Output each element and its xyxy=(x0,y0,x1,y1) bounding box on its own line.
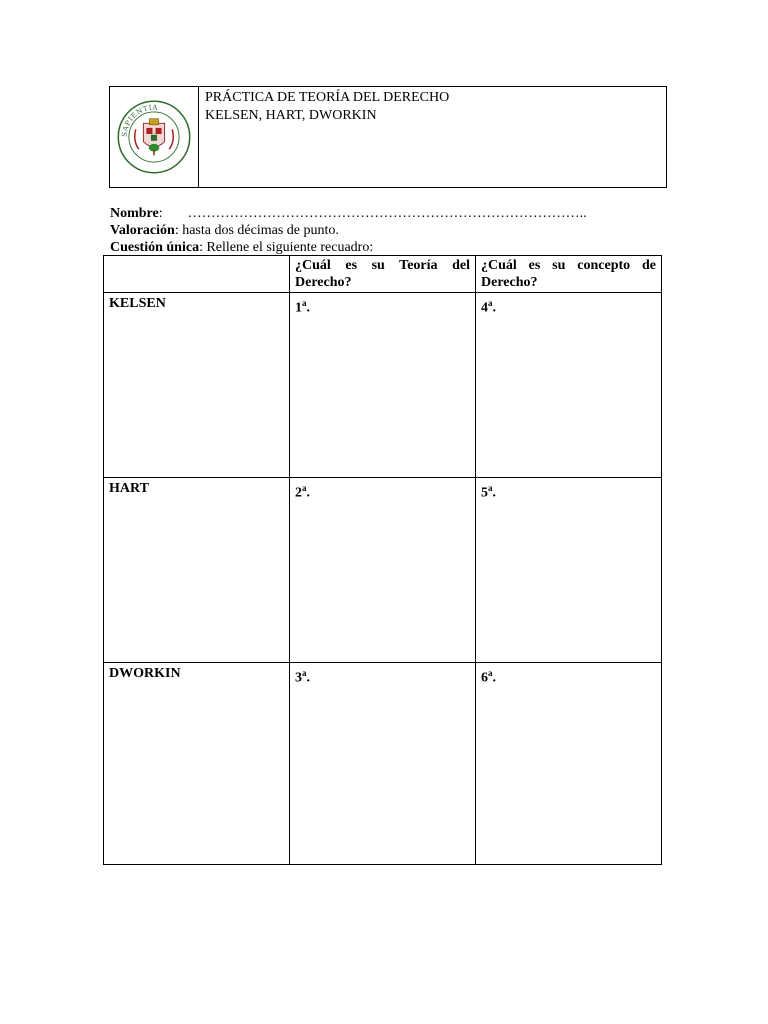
document-subtitle: KELSEN, HART, DWORKIN xyxy=(205,108,377,123)
header-concepto: ¿Cuál es su concepto de Derecho? xyxy=(476,256,662,293)
info-block xyxy=(110,205,587,256)
logo-cell xyxy=(110,87,199,187)
nombre-label: Nombre xyxy=(110,206,159,221)
valoracion-text: : hasta dos décimas de punto. xyxy=(174,223,339,238)
nombre-line xyxy=(110,205,587,222)
header-teoria: ¿Cuál es su Teoría del Derecho? xyxy=(290,256,476,293)
table-row xyxy=(104,663,662,865)
author-kelsen: KELSEN xyxy=(104,293,290,478)
table-header-row xyxy=(104,256,662,293)
answer-cell-1[interactable]: 1$^a$. xyxy=(290,293,476,478)
answer-cell-6[interactable]: 6$^a$. xyxy=(476,663,662,865)
university-seal-icon xyxy=(116,99,192,175)
valoracion-line xyxy=(110,222,587,239)
table-row xyxy=(104,293,662,478)
answer-table xyxy=(103,255,662,865)
table-row xyxy=(104,478,662,663)
valoracion-label: Valoración xyxy=(110,223,175,238)
answer-cell-4[interactable]: 4$^a$. xyxy=(476,293,662,478)
cuestion-text: : Rellene el siguiente recuadro: xyxy=(199,240,374,255)
author-dworkin: DWORKIN xyxy=(104,663,290,865)
seal-text: SAPIENTIA xyxy=(120,103,159,138)
answer-cell-5[interactable]: 5$^a$. xyxy=(476,478,662,663)
answer-cell-3[interactable]: 3$^a$. xyxy=(290,663,476,865)
author-hart: HART xyxy=(104,478,290,663)
header-title-cell xyxy=(199,87,455,187)
nombre-sep: : xyxy=(158,206,163,221)
header-box xyxy=(109,86,667,188)
header-empty-cell xyxy=(104,256,290,293)
cuestion-line xyxy=(110,239,587,256)
document-title: PRÁCTICA DE TEORÍA DEL DERECHO xyxy=(205,90,450,105)
nombre-field[interactable]: ………………………………………………………………………….. xyxy=(187,206,587,221)
cuestion-label: Cuestión única xyxy=(110,240,200,255)
answer-cell-2[interactable]: 2$^a$. xyxy=(290,478,476,663)
